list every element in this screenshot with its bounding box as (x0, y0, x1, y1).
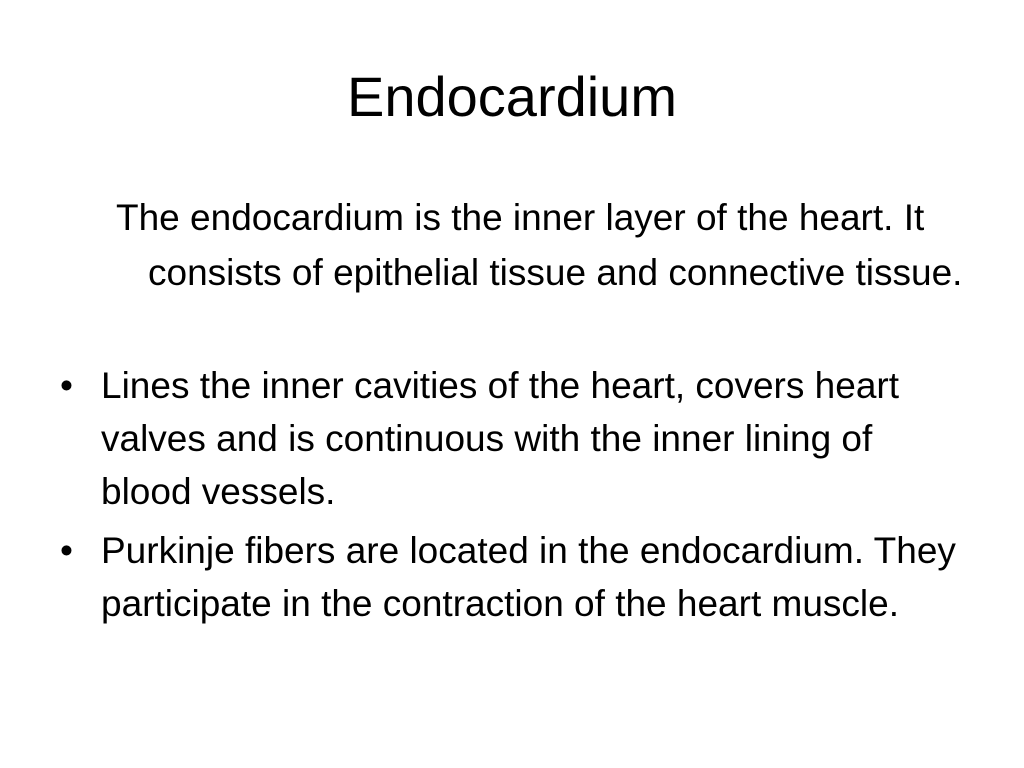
bullet-list (0, 359, 1024, 636)
bullet-text: Lines the inner cavities of the heart, covers heart valves and is continuous with the inner lining of blood vessels. (101, 365, 899, 512)
bullet-marker: • (60, 530, 73, 571)
bullet-text: Purkinje fibers are located in the endocardium. They participate in the contraction of the heart muscle. (101, 530, 956, 624)
bullet-marker: • (60, 365, 73, 406)
intro-paragraph: The endocardium is the inner layer of the heart. It consists of epithelial tissue and connective tissue. (116, 197, 963, 293)
slide-title: Endocardium (347, 65, 677, 128)
bullet-item (0, 359, 971, 518)
bullet-item (0, 524, 971, 630)
